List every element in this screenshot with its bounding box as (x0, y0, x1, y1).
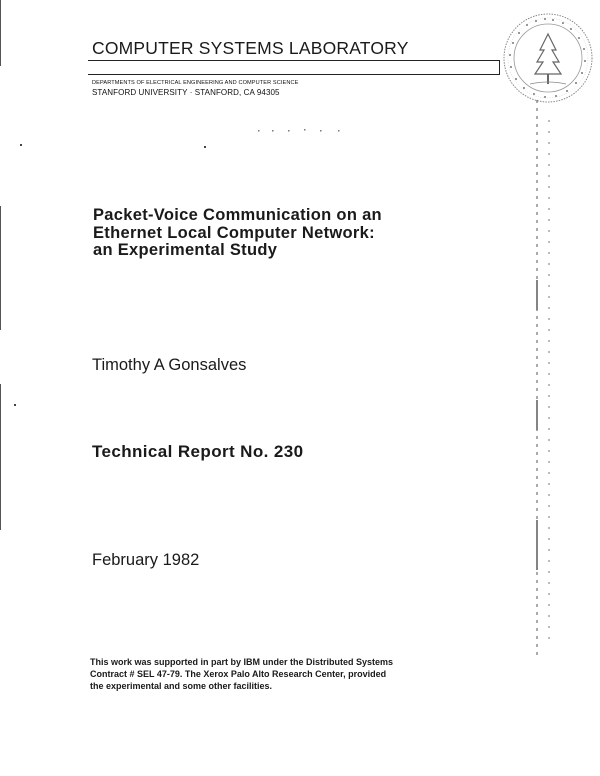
scan-speck (204, 146, 206, 148)
acknowledgement-line-1: This work was supported in part by IBM under the Distributed Systems (90, 657, 394, 667)
scan-dot-trail (258, 128, 358, 134)
title-line-1: Packet-Voice Communication on an (93, 206, 382, 224)
scan-speck (20, 144, 22, 146)
document-title (93, 207, 382, 260)
title-line-3: an Experimental Study (93, 241, 278, 259)
address-line: STANFORD UNIVERSITY · STANFORD, CA 94305 (92, 88, 280, 97)
scan-edge-mark (0, 384, 1, 530)
scan-edge-mark (0, 206, 1, 330)
stanford-university-seal-icon (500, 10, 596, 106)
acknowledgement-line-2: Contract # SEL 47-79. The Xerox Palo Alto Research Center, provided (90, 669, 387, 679)
author-name: Timothy A Gonsalves (92, 356, 247, 374)
report-number: Technical Report No. 230 (92, 442, 304, 461)
title-line-2: Ethernet Local Computer Network: (93, 223, 375, 242)
department-line: DEPARTMENTS OF ELECTRICAL ENGINEERING AND COMPUTER SCIENCE (92, 80, 299, 86)
scan-binding-marks (525, 100, 555, 660)
lab-name: COMPUTER SYSTEMS LABORATORY (92, 38, 409, 58)
acknowledgement-line-3: the experimental and some other facilities. (90, 681, 273, 691)
scan-edge-mark (0, 0, 1, 66)
publication-date: February 1982 (92, 551, 200, 569)
acknowledgement (90, 656, 393, 692)
scan-speck (14, 404, 16, 406)
header-rule-bottom (88, 74, 500, 75)
header-rule-top (88, 60, 500, 61)
